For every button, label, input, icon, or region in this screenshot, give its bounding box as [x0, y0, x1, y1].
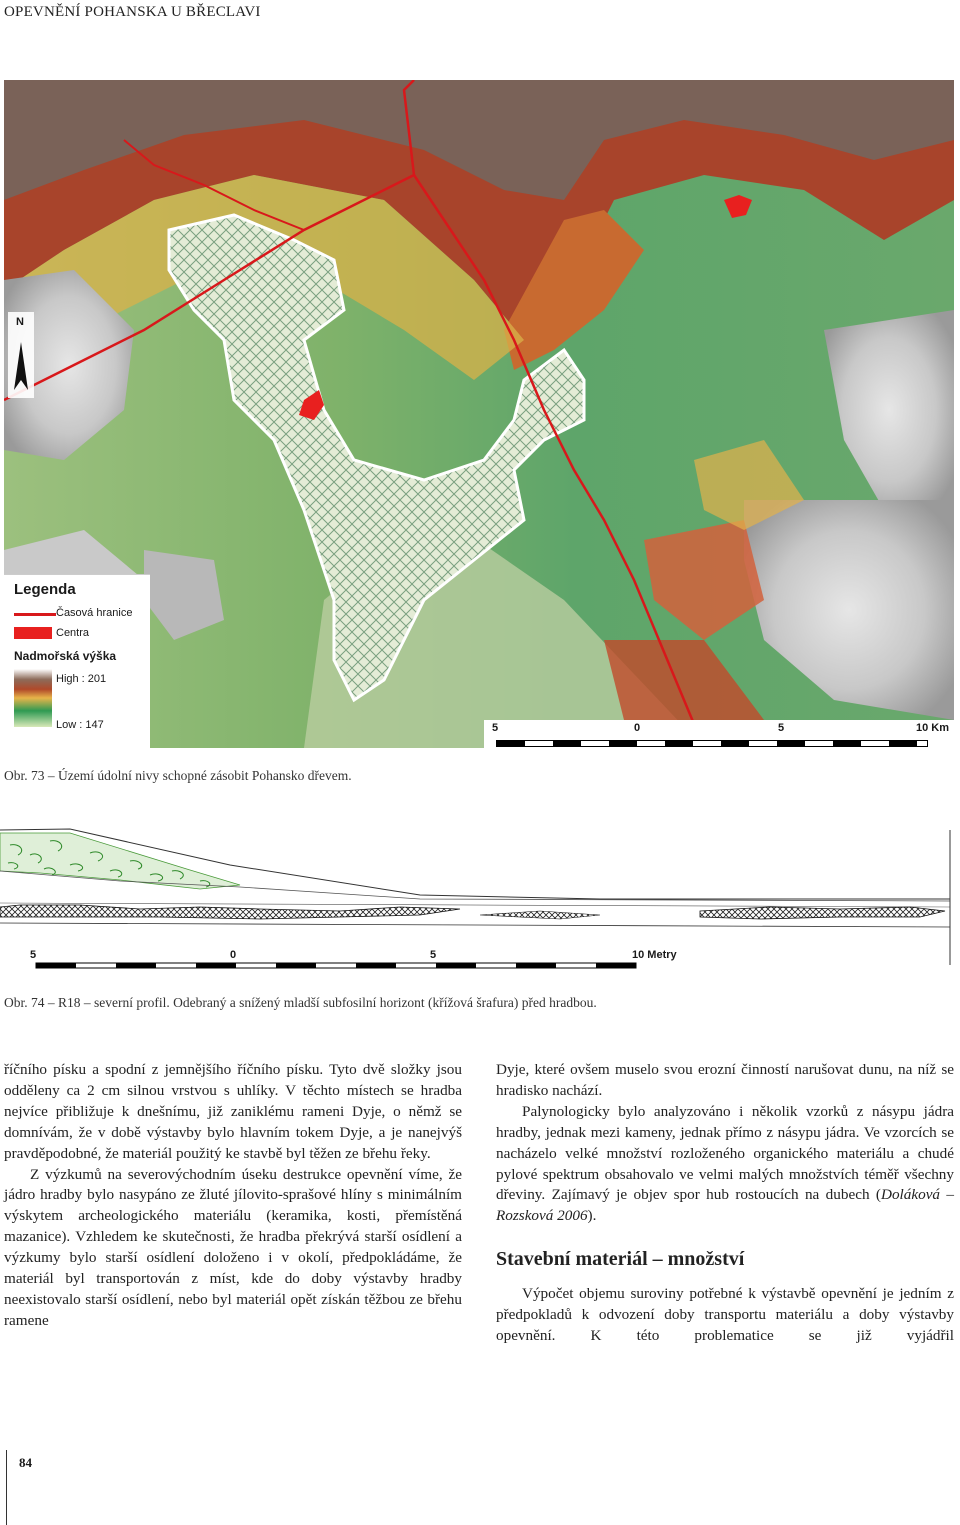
- text-column-left: [4, 1060, 462, 1332]
- page-number-rule: [6, 1450, 7, 1525]
- map-scale-bar: [496, 740, 928, 747]
- paragraph-text-end: ).: [587, 1207, 597, 1225]
- paragraph: Z výzkumů na severovýchodním úseku destrukce opevnění víme, že jádro hradby bylo nasypáno ze žluté jílovito-sprašové hlíny s minimálním výskytem archeologického materiálu (keramika, kosti, přemístěná mazanice). Vzhledem ke skutečnosti, že hradba překrývá starší osídlení a výzkumy bylo starší osídlení doloženo i v okolí, předpokládáme, že materiál byl transportován z míst, kde do doby výstavby hradby neexistovalo starší osídlení, nebo byl materiál opět získán těžbou ze břehu ramene: [4, 1165, 462, 1329]
- north-label: N: [16, 316, 24, 328]
- map-scale-tick: 0: [634, 722, 641, 734]
- profile-drawing: [0, 825, 960, 975]
- figure-caption-73: Obr. 73 – Území údolní nivy schopné zásobit Pohansko dřevem.: [4, 768, 352, 783]
- legend-label-boundary: Časová hranice: [56, 607, 133, 619]
- map-scale-end: 10 Km: [916, 722, 950, 734]
- profile-scale-end: 10 Metry: [632, 949, 677, 961]
- text-column-right: [496, 1060, 954, 1347]
- paragraph: říčního písku a spodní z jemnějšího říčního písku. Tyto dvě složky jsou odděleny ca 2 cm silnou vrstvou s uhlíky. V těchto místech se hradba nejvíce přibližuje k dnešnímu, již zaniklému rameni Dyje, o němž se domnívám, že v době výstavby bylo hlavním tokem Dyje, a je nanejvýš pravděpodobné, že materiál použitý ke stavbě byl těžen ze břehu řeky.: [4, 1061, 462, 1162]
- elevation-map: [4, 80, 954, 748]
- paragraph: [496, 1102, 954, 1227]
- map-legend: [4, 574, 150, 748]
- paragraph: Dyje, které ovšem muselo svou erozní činností narušovat dunu, na níž se hradisko nachází.: [496, 1061, 954, 1099]
- legend-title: Legenda: [14, 581, 76, 598]
- legend-elevation-ramp: [14, 669, 52, 727]
- legend-low-label: Low : 147: [56, 719, 104, 731]
- legend-high-label: High : 201: [56, 673, 107, 685]
- map-scale-tick: 5: [492, 722, 499, 734]
- legend-elevation-title: Nadmořská výška: [14, 649, 117, 663]
- running-head: OPEVNĚNÍ POHANSKA U BŘECLAVI: [4, 4, 261, 20]
- map-scale-tick: 5: [778, 722, 785, 734]
- profile-scale-tick: 5: [430, 949, 437, 961]
- legend-swatch-boundary: [14, 613, 56, 616]
- profile-scale-tick: 0: [230, 949, 237, 961]
- legend-swatch-centra: [14, 627, 52, 639]
- page-number: 84: [19, 1455, 32, 1470]
- figure-caption-74: Obr. 74 – R18 – severní profil. Odebraný a snížený mladší subfosilní horizont (křížová šrafura) před hradbou.: [4, 995, 597, 1010]
- paragraph: Výpočet objemu suroviny potřebné k výstavbě opevnění je jedním z předpokladů k odvození doby transportu materiálu a doby výstavby opevnění. K této problematice se již vyjádřil: [496, 1285, 954, 1344]
- profile-scale-tick: 5: [30, 949, 37, 961]
- map-scalebar: [484, 720, 954, 748]
- section-heading: Stavební materiál – množství: [496, 1248, 745, 1271]
- legend-label-centra: Centra: [56, 627, 90, 639]
- citation: Doláková – Rozsková 2006: [496, 1186, 955, 1225]
- paragraph-text: Palynologicky bylo analyzováno i několik vzorků z násypu jádra hradby, jednak mezi kameny, jednak přímo z násypu jádra. Ve vzorcích se nacházelo velké množství rozloženého organického materiálu a chudé pylové spektrum obsahovalo ve velmi malých množstvích téměř všechny dřeviny. Zajímavý je objev spor hub rostoucích na dubech (: [496, 1102, 954, 1204]
- profile-svg: [0, 825, 960, 975]
